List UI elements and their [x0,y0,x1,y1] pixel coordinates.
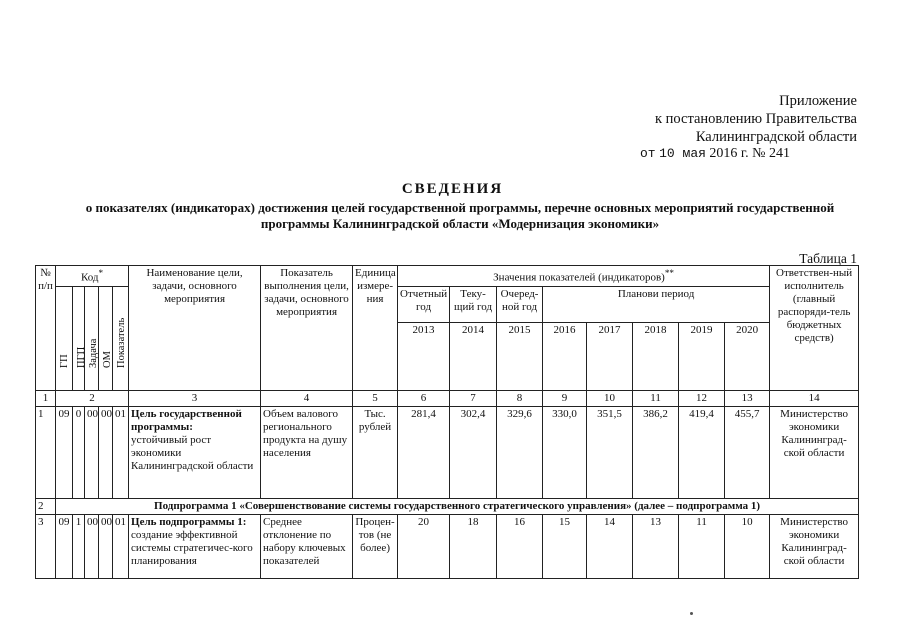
code-task: 00 [85,514,99,578]
col-number: 9 [543,390,587,406]
year-2019: 2019 [679,322,725,390]
goal-name: Цель государственной программы: устойчивый рост экономики Калининградской области [129,406,261,498]
column-number-row [36,390,859,406]
value-2013: 20 [398,514,450,578]
col-number: 4 [261,390,353,406]
header-code: Код* [56,266,129,287]
year-2018: 2018 [633,322,679,390]
header-no: № п/п [36,266,56,391]
value-2014: 302,4 [450,406,497,498]
value-2020: 455,7 [725,406,770,498]
table-label: Таблица 1 [799,251,857,266]
year-2013: 2013 [398,322,450,390]
value-2016: 330,0 [543,406,587,498]
value-2017: 351,5 [587,406,633,498]
year-2015: 2015 [497,322,543,390]
decree-date [640,146,790,162]
code-indicator: 01 [113,514,129,578]
value-2016: 15 [543,514,587,578]
header-plan-period: Планови период [543,286,770,322]
table-row [36,514,859,578]
header-decree-ref: к постановлению Правительства [655,111,857,127]
code-gp: 09 [56,514,73,578]
value-2020: 10 [725,514,770,578]
value-2013: 281,4 [398,406,450,498]
col-number: 6 [398,390,450,406]
unit: Тыс. рублей [353,406,398,498]
value-2018: 13 [633,514,679,578]
header-name: Наименование цели, задачи, основного мероприятия [129,266,261,391]
code-pgp: 0 [73,406,85,498]
header-region: Калининградской области [695,129,857,145]
header-current-year: Теку-щий год [450,286,497,322]
value-2015: 16 [497,514,543,578]
responsible: Министерство экономики Калининград-ской области [770,514,859,578]
year-2014: 2014 [450,322,497,390]
code-pgp: 1 [73,514,85,578]
value-2017: 14 [587,514,633,578]
header-next-year: Очеред-ной год [497,286,543,322]
col-number: 11 [633,390,679,406]
value-2019: 11 [679,514,725,578]
responsible: Министерство экономики Калининград-ской области [770,406,859,498]
document-title: СВЕДЕНИЯ [401,181,504,197]
col-number: 14 [770,390,859,406]
code-om: 00 [99,514,113,578]
decree-date-prefix: от [640,146,656,161]
unit: Процен-тов (не более) [353,514,398,578]
code-task: 00 [85,406,99,498]
indicator-name: Среднее отклонение по набору ключевых показателей [261,514,353,578]
header-indicator: Показатель выполнения цели, задачи, основного мероприятия [261,266,353,391]
header-report-year: Отчетный год [398,286,450,322]
col-number: 13 [725,390,770,406]
value-2014: 18 [450,514,497,578]
header-code-pgp: ПГП [73,286,85,390]
header-code-gp: ГП [56,286,73,390]
year-2020: 2020 [725,322,770,390]
decree-date-year: 2016 г. № [709,146,766,161]
row-no: 3 [36,514,56,578]
table-row [36,406,859,498]
year-2017: 2017 [587,322,633,390]
value-2019: 419,4 [679,406,725,498]
col-number: 10 [587,390,633,406]
goal-name: Цель подпрограммы 1: создание эффективной системы стратегичес-кого планирования [129,514,261,578]
code-om: 00 [99,406,113,498]
row-no: 2 [36,498,56,514]
header-code-task: Задача [85,286,99,390]
header-code-indicator: Показатель [113,286,129,390]
col-number: 3 [129,390,261,406]
value-2018: 386,2 [633,406,679,498]
col-number: 2 [56,390,129,406]
row-no: 1 [36,406,56,498]
col-number: 1 [36,390,56,406]
scan-speck [690,612,693,615]
decree-date-day: 10 мая [659,146,706,161]
indicators-table [35,265,859,579]
indicator-name: Объем валового регионального продукта на душу населения [261,406,353,498]
year-2016: 2016 [543,322,587,390]
header-unit: Единица измере-ния [353,266,398,391]
document-subtitle: о показателях (индикаторах) достижения целей государственной программы, перечне основных мероприятий государственной программы Калининградской области «Модернизация экономики» [85,200,835,231]
code-indicator: 01 [113,406,129,498]
col-number: 12 [679,390,725,406]
col-number: 5 [353,390,398,406]
document-header [607,92,857,146]
header-values: Значения показателей (индикаторов)** [398,266,770,287]
code-gp: 09 [56,406,73,498]
header-code-om: ОМ [99,286,113,390]
header-responsible: Ответствен-ный исполнитель (главный распоряди-тель бюджетных средств) [770,266,859,391]
decree-number: 241 [768,146,790,161]
header-appendix: Приложение [779,93,857,109]
col-number: 8 [497,390,543,406]
subprogram-row [36,498,859,514]
value-2015: 329,6 [497,406,543,498]
col-number: 7 [450,390,497,406]
subprogram-title: Подпрограмма 1 «Совершенствование системы государственного стратегического управления» (далее – подпрограмма 1) [56,498,859,514]
